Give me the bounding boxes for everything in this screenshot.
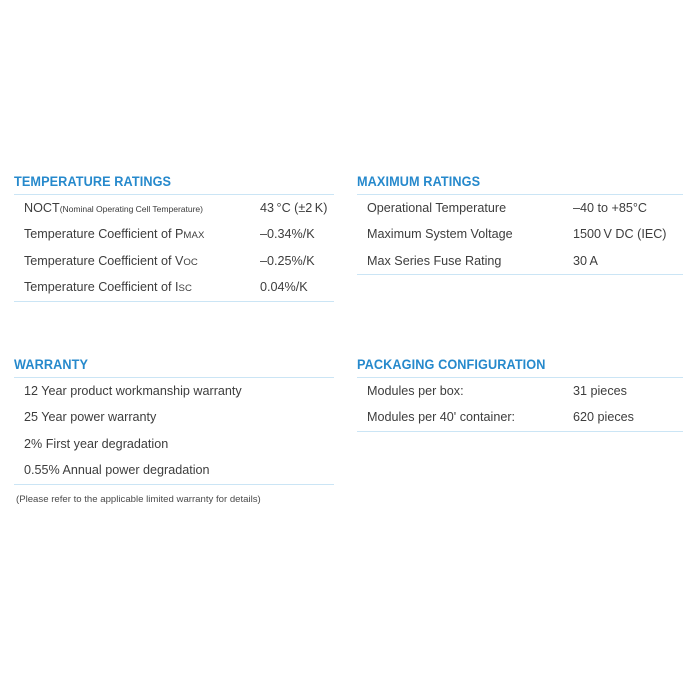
row-label-first-year-degradation: 2% First year degradation: [24, 436, 169, 451]
row-label-modules-per-container: Modules per 40' container:: [367, 410, 516, 425]
warranty-footnote: (Please refer to the applicable limited warranty for details): [16, 493, 261, 505]
temp-coeff-pmax-label: Temperature Coefficient of P: [24, 227, 184, 242]
row-value-noct: 43 °C (±2 K): [260, 201, 328, 215]
warranty-table: [14, 377, 334, 485]
row-label-temp-coeff-pmax: [14, 221, 250, 247]
maximum-ratings-table: [357, 194, 683, 275]
temp-coeff-isc-label: Temperature Coefficient of I: [24, 280, 179, 295]
noct-label: NOCT: [24, 201, 60, 215]
table-row: [357, 404, 683, 431]
table-row: [14, 378, 334, 405]
row-label-temp-coeff-isc: [14, 274, 250, 301]
row-value-temp-coeff-isc: 0.04%/K: [260, 280, 308, 295]
row-value-temp-coeff-voc: –0.25%/K: [260, 253, 315, 268]
table-row: [14, 248, 334, 274]
table-row: [14, 221, 334, 247]
table-row: [357, 248, 683, 275]
row-label-temp-coeff-voc: [14, 248, 250, 274]
temp-coeff-voc-label: Temperature Coefficient of V: [24, 253, 184, 268]
row-value-max-series-fuse-rating: 30 A: [573, 253, 598, 268]
table-row: [357, 378, 683, 405]
row-value-operational-temperature: –40 to +85°C: [573, 201, 648, 215]
row-label-power-warranty: 25 Year power warranty: [24, 410, 157, 425]
row-value-temp-coeff-pmax: –0.34%/K: [260, 227, 315, 242]
temp-coeff-pmax-subscript: MAX: [183, 230, 205, 242]
row-label-operational-temperature: Operational Temperature: [367, 201, 507, 215]
table-row: [14, 274, 334, 301]
section-packaging-configuration: [357, 357, 683, 432]
table-row: [14, 457, 334, 484]
row-label-noct: [14, 195, 250, 222]
packaging-configuration-table: [357, 377, 683, 432]
table-row: [357, 221, 683, 247]
row-label-max-series-fuse-rating: Max Series Fuse Rating: [367, 253, 502, 268]
section-title-warranty: WARRANTY: [14, 357, 89, 372]
temp-coeff-isc-subscript: SC: [178, 283, 193, 295]
table-row: [357, 195, 683, 222]
row-label-annual-power-degradation: 0.55% Annual power degradation: [24, 463, 210, 478]
temp-coeff-voc-subscript: OC: [183, 256, 198, 268]
section-title-maximum-ratings: MAXIMUM RATINGS: [357, 174, 481, 189]
section-maximum-ratings: [357, 174, 683, 275]
temperature-ratings-table: [14, 194, 334, 302]
row-value-maximum-system-voltage: 1500 V DC (IEC): [573, 227, 667, 242]
row-label-workmanship-warranty: 12 Year product workmanship warranty: [24, 384, 242, 398]
row-label-modules-per-box: Modules per box:: [367, 384, 464, 398]
section-warranty: [14, 357, 334, 505]
table-row: [14, 404, 334, 430]
table-row: [14, 431, 334, 457]
table-row: [14, 195, 334, 222]
section-title-temperature-ratings: TEMPERATURE RATINGS: [14, 174, 172, 189]
noct-label-note: (Nominal Operating Cell Temperature): [59, 204, 203, 214]
section-title-packaging-configuration: PACKAGING CONFIGURATION: [357, 357, 546, 372]
row-value-modules-per-box: 31 pieces: [573, 384, 627, 398]
section-temperature-ratings: [14, 174, 334, 302]
row-label-maximum-system-voltage: Maximum System Voltage: [367, 227, 513, 242]
row-value-modules-per-container: 620 pieces: [573, 410, 634, 425]
